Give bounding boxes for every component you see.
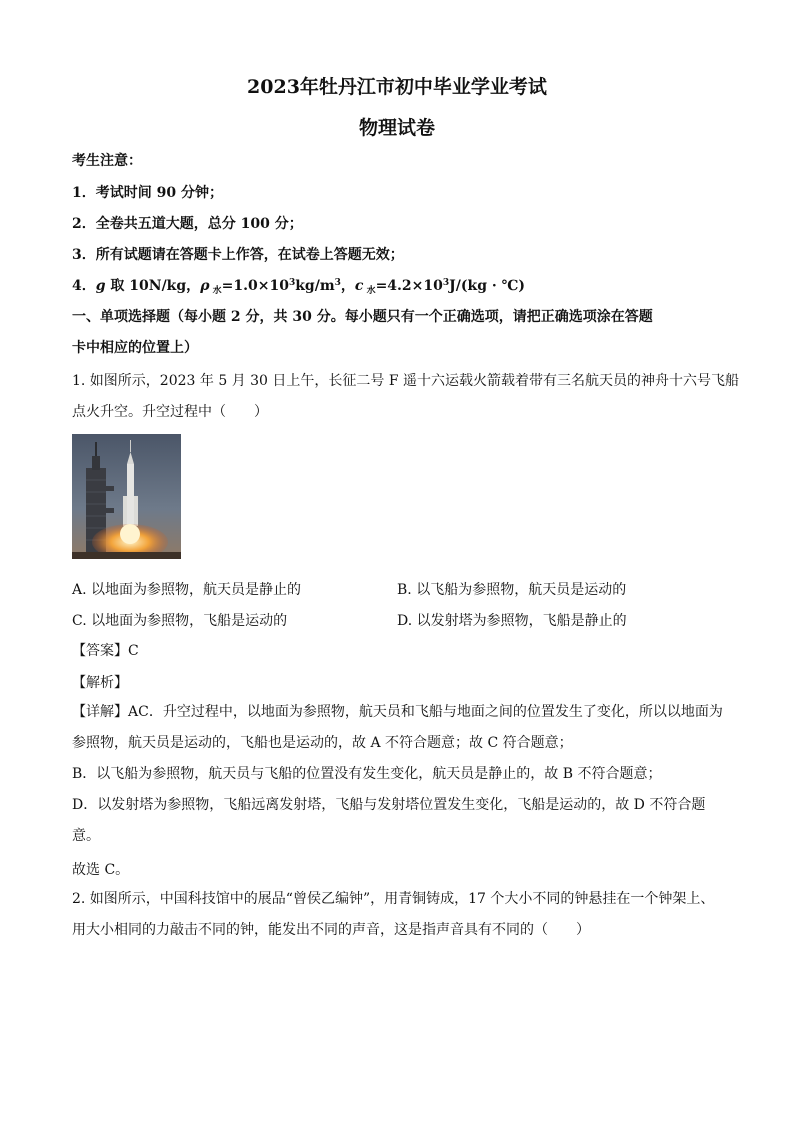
q1-analysis-label: 【解析】	[72, 675, 128, 691]
q1-detail-p1: 【详解】AC．升空过程中，以地面为参照物，航天员和飞船与地面之间的位置发生了变化，所以以地面为参照物，航天员是运动的，飞船也是运动的，故 A 不符合题意；故 C 符合题意；	[72, 704, 723, 751]
q1-option-d: D. 以发射塔为参照物，飞船是静止的	[397, 613, 627, 629]
q1-option-b: B. 以飞船为参照物，航天员是运动的	[397, 582, 627, 598]
note-4: 4．g 取 10N/kg，ρ $_水=1.0\times 10^3kg/m^3$，c $_水=4.2\times 10^3J/(kg$ · ℃)	[72, 278, 526, 296]
q2-stem: 2. 如图所示，中国科技馆中的展品“曾侯乙编钟”，用青铜铸成，17 个大小不同的钟悬挂在一个钟架上、用大小相同的力敲击不同的钟，能发出不同的声音，这是指声音具有不同的（ ）	[72, 891, 715, 938]
note-1: 1．考试时间 90 分钟；	[72, 185, 223, 201]
note-3: 3．所有试题请在答题卡上作答，在试卷上答题无效；	[72, 247, 404, 263]
q1-answer: 【答案】C	[72, 643, 139, 659]
section1-heading-line2: 卡中相应的位置上）	[72, 340, 198, 356]
exam-subtitle: 物理试卷	[358, 117, 435, 139]
q1-detail-p3: D．以发射塔为参照物，飞船远离发射塔，飞船与发射塔位置发生变化，飞船是运动的，故 D 不符合题意。	[72, 797, 706, 844]
q1-detail-p2: B．以飞船为参照物，航天员与飞船的位置没有发生变化，航天员是静止的，故 B 不符合题意；	[72, 766, 662, 782]
q1-conclusion: 故选 C。	[72, 862, 130, 878]
q1-stem-line2: 点火升空。升空过程中（ ）	[72, 404, 268, 420]
rocket-launch-photo-icon	[72, 434, 181, 559]
q1-option-a: A. 以地面为参照物，航天员是静止的	[72, 582, 302, 598]
section1-heading-line1: 一、单项选择题（每小题 2 分，共 30 分。每小题只有一个正确选项，请把正确选项涂在答题	[72, 309, 653, 325]
note-2: 2．全卷共五道大题，总分 100 分；	[72, 216, 303, 232]
q1-stem-line1: 1. 如图所示，2023 年 5 月 30 日上午，长征二号 F 遥十六运载火箭载着带有三名航天员的神舟十六号飞船	[72, 373, 740, 389]
q1-option-c: C. 以地面为参照物，飞船是运动的	[72, 613, 288, 629]
notes-heading: 考生注意：	[72, 153, 142, 169]
exam-title: 2023年牡丹江市初中毕业学业考试	[247, 76, 547, 98]
